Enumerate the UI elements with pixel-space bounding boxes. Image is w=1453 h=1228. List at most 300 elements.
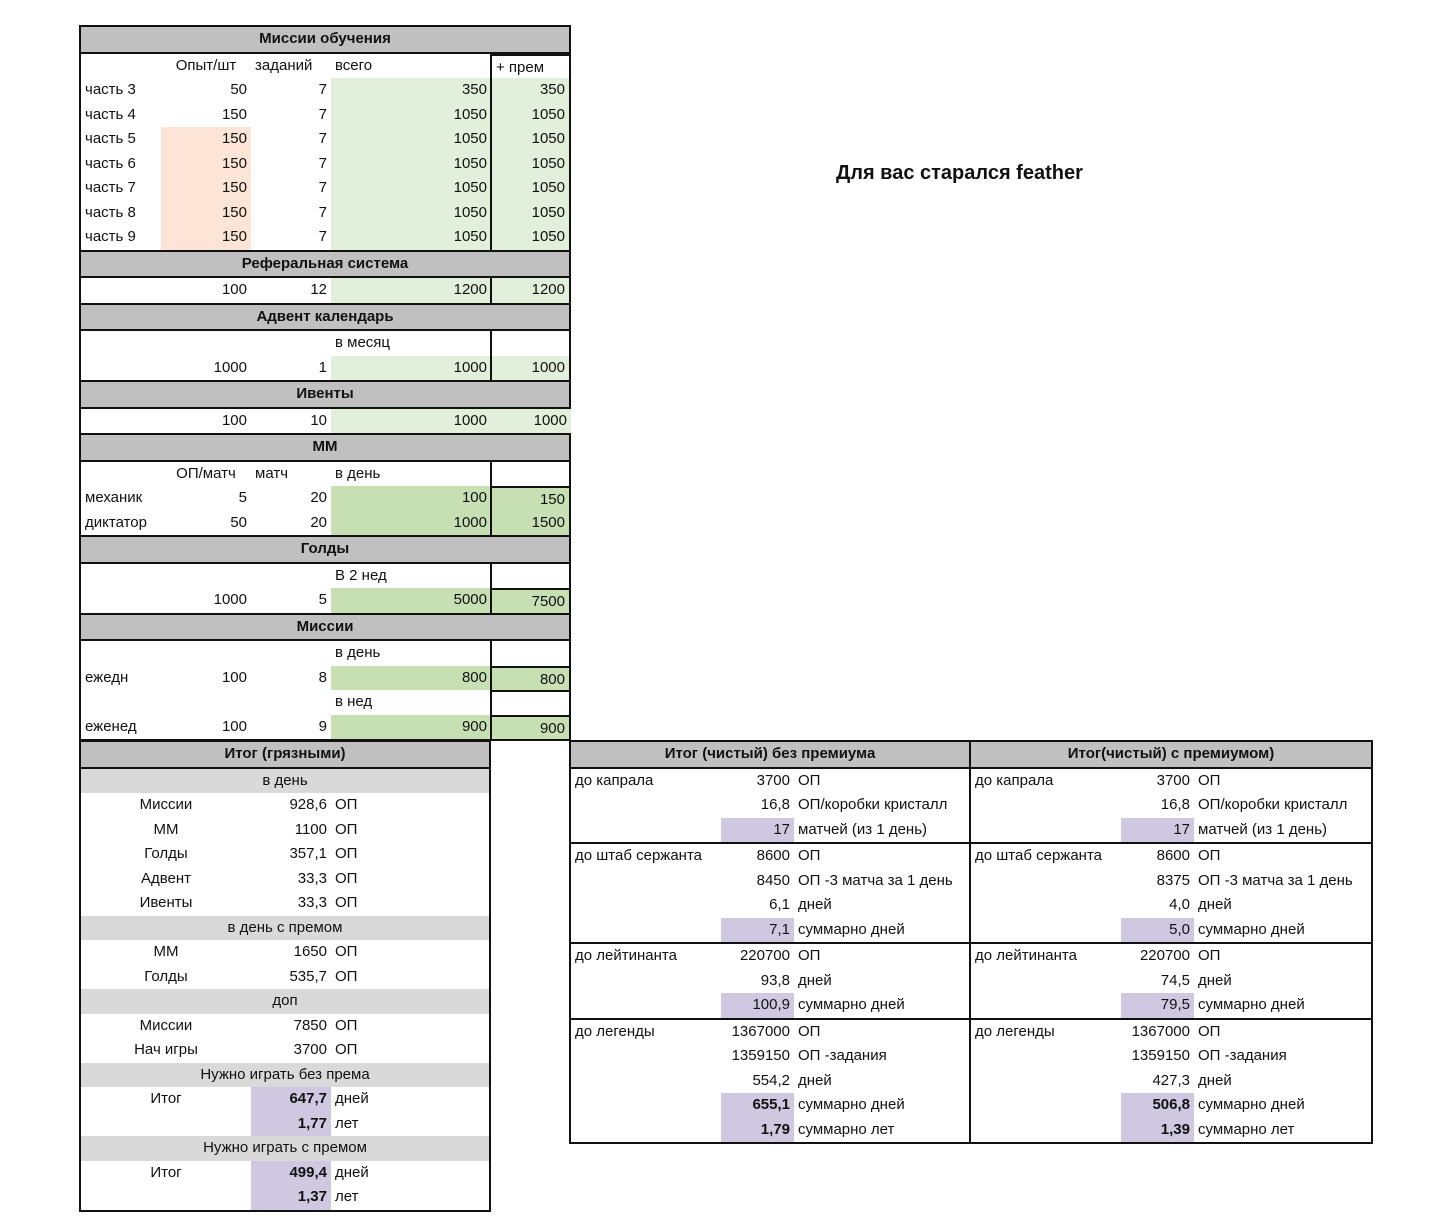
- unit-cell: матчей (из 1 день): [1198, 820, 1328, 838]
- summary-row: [81, 793, 489, 818]
- rank-label: [571, 1069, 721, 1094]
- period-note: в день: [335, 644, 381, 661]
- unit-cell: ОП: [1198, 771, 1221, 789]
- value-cell: 535,7: [289, 967, 327, 985]
- count-cell: 7: [318, 105, 327, 123]
- clean-row: [971, 793, 1371, 818]
- row-label: Голды: [144, 967, 188, 985]
- xp-cell: 100: [221, 717, 247, 735]
- unit-cell: ОП: [335, 894, 358, 911]
- total-cell: 350: [331, 78, 491, 103]
- training-row: [81, 127, 569, 152]
- days-unit: дней: [335, 1163, 369, 1181]
- rank-label: до штаб сержанта: [975, 847, 1102, 864]
- value-cell: 3700: [293, 1041, 327, 1058]
- rank-label: до капрала: [575, 771, 654, 789]
- dirty-totals-table: [79, 740, 491, 1212]
- row-label: часть 4: [85, 105, 136, 123]
- clean-row: [971, 818, 1371, 845]
- rank-label: [971, 793, 1121, 818]
- row-label: Итог: [150, 1163, 182, 1181]
- rank-label: [971, 993, 1121, 1018]
- unit-cell: ОП/коробки кристалл: [1198, 796, 1348, 813]
- count-cell: 7: [318, 81, 327, 98]
- unit-cell: ОП: [335, 967, 358, 985]
- value-cell: 1359150: [731, 1047, 790, 1064]
- rank-label: [971, 869, 1121, 894]
- advent-row: [81, 356, 569, 381]
- prem-cell: 350: [490, 78, 571, 103]
- xp-cell: 150: [161, 201, 251, 226]
- value-cell: 1,79: [721, 1118, 794, 1143]
- summary-row: [81, 1038, 489, 1063]
- value-cell: 928,6: [289, 796, 327, 813]
- value-cell: 1650: [293, 943, 327, 960]
- section-title: Реферальная система: [241, 254, 409, 272]
- value-cell: 8450: [756, 871, 790, 889]
- unit-cell: ОП: [798, 1022, 821, 1040]
- value-cell: 17: [721, 818, 794, 843]
- row-label: ММ: [153, 943, 179, 960]
- section-header-mm: [81, 433, 569, 462]
- years-unit: лет: [335, 1188, 359, 1205]
- years-value: 1,37: [251, 1185, 331, 1210]
- rank-label: [971, 893, 1121, 918]
- prem-cell: 7500: [490, 588, 571, 613]
- count-cell: 5: [318, 591, 327, 608]
- value-cell: 655,1: [721, 1093, 794, 1118]
- prem-cell: 150: [490, 486, 571, 511]
- prem-cell: 1000: [490, 356, 571, 381]
- unit-cell: ОП -задания: [798, 1047, 887, 1064]
- unit-cell: ОП: [335, 845, 358, 862]
- summary-row: [81, 1014, 489, 1039]
- summary-row: [81, 867, 489, 892]
- clean-row: [571, 818, 969, 845]
- rank-label: до лейтинанта: [575, 947, 677, 964]
- training-row: [81, 201, 569, 226]
- col-header-count: матч: [255, 464, 289, 482]
- unit-cell: ОП: [798, 847, 821, 864]
- missions-weekly-note-row: [81, 690, 569, 715]
- row-label: ММ: [153, 820, 179, 838]
- rank-label: [571, 993, 721, 1018]
- subheader-no-prem: Нужно играть без према: [81, 1063, 489, 1088]
- row-label: часть 3: [85, 81, 136, 98]
- value-cell: 1100: [294, 820, 327, 838]
- value-cell: 427,3: [1152, 1071, 1190, 1089]
- clean-table-title: Итог(чистый) с премиумом): [971, 742, 1371, 769]
- total-cell: 1050: [331, 127, 491, 152]
- count-cell: 20: [310, 513, 327, 531]
- unit-cell: ОП: [798, 947, 821, 964]
- clean-row: [571, 918, 969, 945]
- value-cell: 6,1: [769, 896, 790, 913]
- years-unit: лет: [335, 1114, 359, 1132]
- prem-cell: 900: [490, 715, 571, 740]
- dirty-title: [81, 742, 489, 769]
- unit-cell: ОП: [335, 1041, 358, 1058]
- count-cell: 9: [318, 717, 327, 735]
- mm-rows: [81, 486, 569, 535]
- clean-row: [971, 769, 1371, 794]
- unit-cell: дней: [798, 896, 832, 913]
- value-cell: 506,8: [1121, 1093, 1194, 1118]
- value-cell: 16,8: [1160, 796, 1190, 813]
- clean-row: [971, 944, 1371, 969]
- value-cell: 1367000: [1131, 1022, 1190, 1040]
- rank-label: [571, 869, 721, 894]
- training-rows: [81, 78, 569, 250]
- col-header-total: всего: [335, 56, 373, 74]
- value-cell: 1367000: [731, 1022, 790, 1040]
- unit-cell: дней: [1198, 896, 1232, 913]
- col-header-count: заданий: [255, 56, 313, 74]
- row-label: еженед: [85, 717, 137, 735]
- prem-days-row: [81, 1161, 489, 1186]
- rank-label: [571, 818, 721, 843]
- rank-label: до штаб сержанта: [575, 847, 702, 864]
- total-cell: 100: [331, 486, 491, 511]
- mm-row: [81, 511, 569, 536]
- clean-table-title: Итог (чистый) без премиума: [571, 742, 969, 769]
- row-label: диктатор: [85, 513, 147, 531]
- subheader-per-day: в день: [81, 769, 489, 794]
- count-cell: 10: [310, 411, 327, 429]
- section-title: ММ: [312, 438, 338, 455]
- section-header-advent: [81, 303, 569, 332]
- row-label: часть 8: [85, 203, 136, 221]
- rank-label: [971, 818, 1121, 843]
- xp-cell: 50: [230, 513, 247, 531]
- column-headers-row: [81, 54, 569, 79]
- rank-label: [571, 918, 721, 943]
- count-cell: 7: [318, 130, 327, 147]
- empty-prem-cell: [490, 564, 571, 589]
- value-cell: 7850: [293, 1016, 327, 1034]
- empty-prem-cell: [490, 641, 571, 666]
- clean-row: [971, 1093, 1371, 1118]
- count-cell: 12: [310, 281, 327, 298]
- row-label: Итог: [150, 1090, 182, 1107]
- no-prem-days-row: [81, 1087, 489, 1112]
- empty-prem-cell: [490, 690, 571, 715]
- rank-label: [571, 1093, 721, 1118]
- section-header-golds: [81, 535, 569, 564]
- unit-cell: ОП -задания: [1198, 1047, 1287, 1064]
- col-header-total: в день: [335, 464, 381, 482]
- clean-row: [971, 1044, 1371, 1069]
- value-cell: 357,1: [289, 845, 327, 862]
- unit-cell: ОП: [335, 796, 358, 813]
- rank-label: [571, 969, 721, 994]
- row-label: ежедн: [85, 668, 129, 686]
- clean-row: [971, 918, 1371, 945]
- table-title: Итог (грязными): [224, 745, 346, 762]
- total-cell: 1050: [331, 201, 491, 226]
- total-cell: 900: [331, 715, 491, 740]
- unit-cell: ОП: [335, 820, 358, 838]
- value-cell: 33,3: [297, 894, 327, 911]
- period-note: в нед: [335, 693, 373, 710]
- per-day-rows: [81, 793, 489, 916]
- value-cell: 8600: [1156, 847, 1190, 864]
- xp-cell: 100: [221, 411, 247, 429]
- xp-cell: 5: [238, 489, 247, 506]
- period-note: в месяц: [335, 334, 391, 351]
- row-label: механик: [85, 489, 143, 506]
- clean-row: [971, 893, 1371, 918]
- mm-headers-row: [81, 462, 569, 487]
- missions-weekly-row: [81, 715, 569, 740]
- prem-cell: 1050: [490, 103, 571, 128]
- clean-row: [571, 1020, 969, 1045]
- xp-cell: 150: [221, 105, 247, 123]
- section-header-events: [81, 380, 569, 409]
- total-cell: 1000: [331, 356, 491, 381]
- xp-cell: 100: [221, 281, 247, 298]
- clean-row: [571, 844, 969, 869]
- unit-cell: ОП: [335, 943, 358, 960]
- rank-label: [971, 918, 1121, 943]
- golds-note-row: [81, 564, 569, 589]
- value-cell: 4,0: [1169, 896, 1190, 913]
- value-cell: 79,5: [1121, 993, 1194, 1018]
- subheader-extra: доп: [81, 989, 489, 1014]
- subheader-per-day-prem: в день с премом: [81, 916, 489, 941]
- summary-row: [81, 891, 489, 916]
- per-day-prem-rows: [81, 940, 489, 989]
- total-cell: 1050: [331, 103, 491, 128]
- clean-row: [971, 969, 1371, 994]
- referral-row: [81, 278, 569, 303]
- clean-row: [571, 944, 969, 969]
- unit-cell: ОП: [798, 771, 821, 789]
- empty-prem-cell: [490, 331, 571, 356]
- rank-label: [971, 1093, 1121, 1118]
- clean-row: [571, 869, 969, 894]
- summary-row: [81, 965, 489, 990]
- section-header-referral: [81, 250, 569, 279]
- clean-row: [971, 993, 1371, 1020]
- unit-cell: суммарно дней: [798, 996, 905, 1013]
- total-cell: 1050: [331, 152, 491, 177]
- years-value: 1,77: [251, 1112, 331, 1137]
- count-cell: 7: [318, 179, 327, 196]
- unit-cell: суммарно лет: [798, 1120, 895, 1138]
- unit-cell: ОП -3 матча за 1 день: [1198, 871, 1353, 889]
- section-title: Миссии обучения: [259, 30, 391, 47]
- xp-sources-table: [79, 25, 571, 741]
- col-header-xp: ОП/матч: [176, 464, 236, 482]
- section-title: Голды: [300, 540, 350, 557]
- xp-cell: 50: [230, 81, 247, 98]
- value-cell: 1359150: [1131, 1047, 1190, 1064]
- clean-row: [571, 1093, 969, 1118]
- rank-label: [971, 1118, 1121, 1143]
- days-unit: дней: [335, 1090, 369, 1107]
- clean-row: [571, 769, 969, 794]
- prem-cell: 1050: [490, 152, 571, 177]
- rank-label: [571, 793, 721, 818]
- value-cell: 93,8: [760, 971, 790, 989]
- unit-cell: дней: [1198, 971, 1232, 989]
- golds-row: [81, 588, 569, 613]
- days-value: 499,4: [251, 1161, 331, 1186]
- section-title: Миссии: [296, 617, 354, 635]
- total-cell: 1000: [331, 409, 491, 434]
- row-label: Адвент: [140, 869, 192, 887]
- training-row: [81, 152, 569, 177]
- value-cell: 74,5: [1160, 971, 1190, 989]
- unit-cell: суммарно дней: [798, 920, 905, 938]
- value-cell: 7,1: [721, 918, 794, 943]
- unit-cell: суммарно дней: [1198, 920, 1305, 938]
- clean-row: [971, 1069, 1371, 1094]
- unit-cell: ОП: [1198, 847, 1221, 864]
- xp-cell: 150: [161, 127, 251, 152]
- value-cell: 220700: [1139, 947, 1190, 964]
- missions-daily-row: [81, 666, 569, 691]
- prem-cell: 1200: [490, 278, 571, 303]
- prem-cell: 1050: [490, 225, 571, 250]
- prem-years-row: [81, 1185, 489, 1210]
- prem-cell: 1000: [490, 409, 571, 434]
- unit-cell: ОП -3 матча за 1 день: [798, 871, 953, 889]
- clean-row: [571, 893, 969, 918]
- value-cell: 3700: [756, 771, 790, 789]
- count-cell: 8: [318, 668, 327, 686]
- xp-cell: 1000: [213, 591, 247, 608]
- unit-cell: суммарно лет: [1198, 1120, 1295, 1138]
- training-row: [81, 176, 569, 201]
- clean-totals-table: [569, 740, 1373, 1144]
- value-cell: 8600: [756, 847, 790, 864]
- xp-cell: 150: [161, 152, 251, 177]
- clean-no-prem-column: [571, 742, 971, 1142]
- unit-cell: дней: [798, 1071, 832, 1089]
- clean-row: [571, 969, 969, 994]
- unit-cell: ОП: [1198, 947, 1221, 964]
- section-header-training: [81, 27, 569, 54]
- unit-cell: дней: [798, 971, 832, 989]
- total-cell: 1200: [331, 278, 491, 303]
- clean-row: [571, 1118, 969, 1143]
- count-cell: 1: [318, 358, 327, 376]
- rank-label: до лейтинанта: [975, 947, 1077, 964]
- xp-cell: 1000: [213, 358, 247, 376]
- unit-cell: суммарно дней: [1198, 996, 1305, 1013]
- unit-cell: матчей (из 1 день): [798, 820, 928, 838]
- subheader-prem: Нужно играть с премом: [81, 1136, 489, 1161]
- value-cell: 554,2: [752, 1071, 790, 1089]
- total-cell: 1050: [331, 225, 491, 250]
- clean-row: [971, 1118, 1371, 1143]
- count-cell: 7: [318, 203, 327, 221]
- clean-row: [971, 1020, 1371, 1045]
- prem-cell: 1050: [490, 127, 571, 152]
- summary-row: [81, 842, 489, 867]
- mm-row: [81, 486, 569, 511]
- section-title: Ивенты: [296, 385, 354, 402]
- rank-label: [971, 1044, 1121, 1069]
- extra-rows: [81, 1014, 489, 1063]
- period-note: В 2 нед: [335, 566, 387, 584]
- rank-label: [571, 893, 721, 918]
- value-cell: 3700: [1156, 771, 1190, 789]
- clean-row: [571, 993, 969, 1020]
- value-cell: 8375: [1156, 871, 1190, 889]
- row-label: Ивенты: [139, 894, 193, 911]
- prem-cell: 1500: [490, 511, 571, 536]
- credit-text: Для вас старался feather: [836, 162, 1083, 184]
- count-cell: 7: [318, 228, 327, 245]
- rank-label: до легенды: [975, 1022, 1055, 1040]
- clean-row: [971, 844, 1371, 869]
- row-label: Нач игры: [134, 1041, 198, 1058]
- rank-label: [571, 1118, 721, 1143]
- clean-row: [571, 1069, 969, 1094]
- unit-cell: ОП/коробки кристалл: [798, 796, 948, 813]
- rank-label: [571, 1044, 721, 1069]
- row-label: Миссии: [139, 796, 193, 813]
- training-row: [81, 103, 569, 128]
- rank-label: [971, 969, 1121, 994]
- value-cell: 5,0: [1121, 918, 1194, 943]
- unit-cell: ОП: [335, 1016, 358, 1034]
- advent-note-row: [81, 331, 569, 356]
- clean-row: [971, 869, 1371, 894]
- unit-cell: суммарно дней: [798, 1096, 905, 1113]
- xp-cell: 150: [161, 176, 251, 201]
- unit-cell: дней: [1198, 1071, 1232, 1089]
- count-cell: 20: [310, 489, 327, 506]
- row-label: Миссии: [139, 1016, 193, 1034]
- prem-cell: 1050: [490, 176, 571, 201]
- rank-label: [971, 1069, 1121, 1094]
- unit-cell: ОП: [335, 869, 358, 887]
- xp-cell: 150: [161, 225, 251, 250]
- value-cell: 16,8: [760, 796, 790, 813]
- row-label: часть 5: [85, 130, 136, 147]
- row-label: Голды: [144, 845, 188, 862]
- events-row: [81, 409, 569, 434]
- summary-row: [81, 818, 489, 843]
- unit-cell: ОП: [1198, 1022, 1221, 1040]
- row-label: часть 7: [85, 179, 136, 196]
- total-cell: 1050: [331, 176, 491, 201]
- total-cell: 1000: [331, 511, 491, 536]
- value-cell: 220700: [739, 947, 790, 964]
- prem-cell: 800: [490, 666, 571, 691]
- count-cell: 7: [318, 154, 327, 172]
- section-header-missions: [81, 613, 569, 642]
- value-cell: 1,39: [1121, 1118, 1194, 1143]
- days-value: 647,7: [251, 1087, 331, 1112]
- total-cell: 800: [331, 666, 491, 691]
- prem-cell: 1050: [490, 201, 571, 226]
- no-prem-years-row: [81, 1112, 489, 1137]
- xp-cell: 100: [221, 668, 247, 686]
- rank-label: до легенды: [575, 1022, 655, 1040]
- col-header-xp: Опыт/шт: [175, 56, 237, 74]
- training-row: [81, 78, 569, 103]
- training-row: [81, 225, 569, 250]
- clean-row: [571, 1044, 969, 1069]
- missions-daily-note-row: [81, 641, 569, 666]
- row-label: часть 6: [85, 154, 136, 172]
- clean-prem-column: [971, 742, 1371, 1142]
